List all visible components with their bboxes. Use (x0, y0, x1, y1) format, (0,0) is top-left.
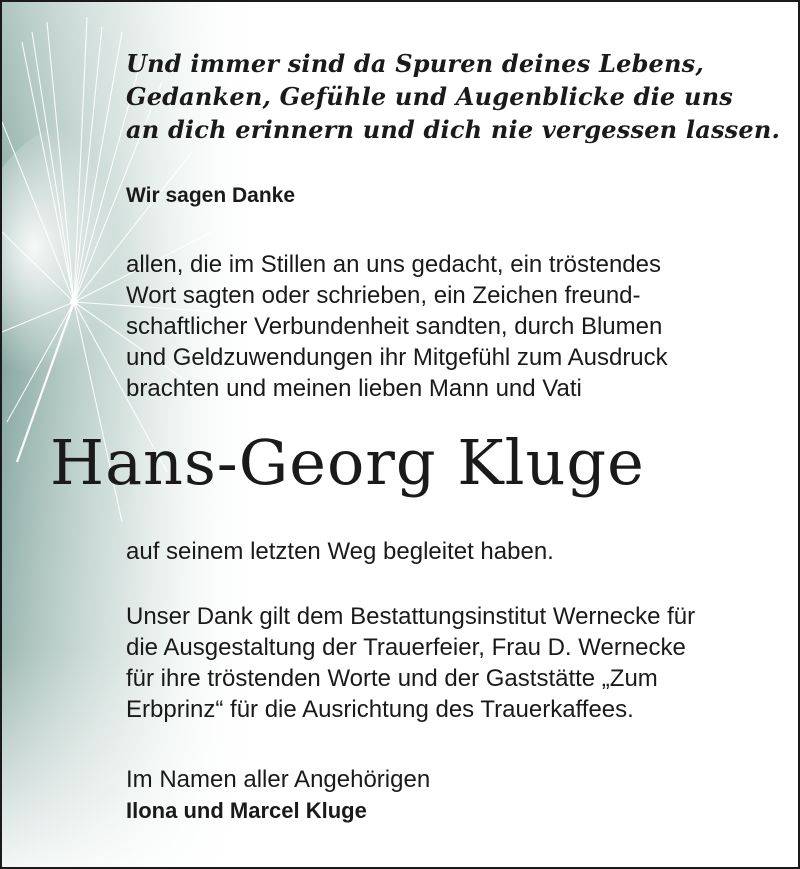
motto-line: an dich erinnern und dich nie vergessen lassen. (126, 115, 781, 144)
paragraph-line: allen, die im Stillen an uns gedacht, ein tröstendes (126, 251, 661, 278)
paragraph-line: Unser Dank gilt dem Bestattungsinstitut Wernecke für (126, 603, 696, 630)
signoff (126, 764, 430, 827)
motto-verse (126, 47, 780, 146)
paragraph-line: Erbprinz“ für die Ausrichtung des Trauerkaffees. (126, 696, 634, 723)
paragraph-line: und Geldzuwendungen ihr Mitgefühl zum Ausdruck (126, 344, 668, 371)
paragraph-line: Wort sagten oder schrieben, ein Zeichen freund- (126, 282, 641, 309)
motto-line: Gedanken, Gefühle und Augenblicke die uns (126, 82, 733, 111)
signoff-intro: Im Namen aller Angehörigen (126, 766, 431, 793)
signers: Ilona und Marcel Kluge (126, 798, 367, 823)
motto-line: Und immer sind da Spuren deines Lebens, (126, 49, 704, 78)
paragraph-line: brachten und meinen lieben Mann und Vati (126, 375, 582, 402)
deceased-name: Hans-Georg Kluge (50, 426, 645, 499)
acknowledgement-paragraph (126, 601, 695, 725)
thanks-heading: Wir sagen Danke (126, 184, 296, 207)
farewell-line: auf seinem letzten Weg begleitet haben. (126, 538, 554, 565)
paragraph-line: für ihre tröstenden Worte und der Gaststätte „Zum (126, 665, 658, 692)
paragraph-line: schaftlicher Verbundenheit sandten, durch Blumen (126, 313, 663, 340)
thanks-paragraph (126, 249, 668, 404)
paragraph-line: die Ausgestaltung der Trauerfeier, Frau D. Wernecke (126, 634, 686, 661)
